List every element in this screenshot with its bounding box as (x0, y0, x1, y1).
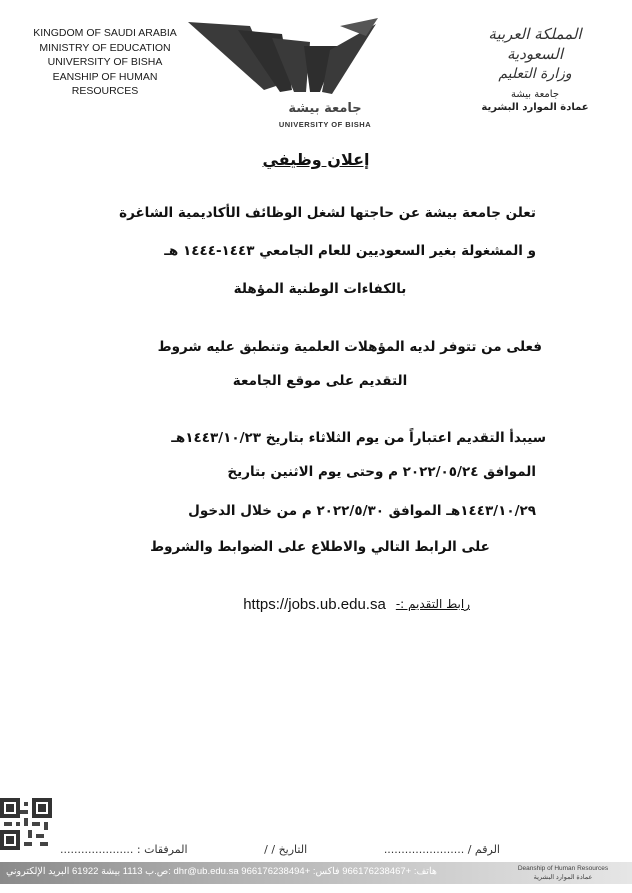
header-ar-ministry: وزارة التعليم (498, 66, 572, 82)
header-english (18, 26, 192, 99)
logo-arabic-name: جامعة بيشة (288, 101, 362, 116)
logo-wing-stroke-5 (322, 24, 376, 94)
header-en-kingdom: KINGDOM OF SAUDI ARABIA (33, 27, 177, 39)
date-field: التاريخ / / (264, 843, 308, 856)
header-en-ministry: MINISTRY OF EDUCATION (39, 41, 171, 54)
announcement-line-2: و المشغولة بغير السعوديين للعام الجامعي ١٤٤٣-١٤٤٤ هـ (164, 243, 536, 259)
header-ar-deanship: عمادة الموارد البشرية (481, 102, 589, 113)
page-title: إعلان وظيفي (262, 150, 370, 169)
qr-code (0, 798, 52, 850)
application-link-label: رابط التقديم :- (395, 597, 470, 611)
footer-deanship-ar: عمادة الموارد البشرية (533, 874, 593, 881)
header-en-university: UNIVERSITY OF BISHA (47, 56, 163, 68)
attachments-field: المرفقات : ..................... (60, 843, 188, 856)
header-en-deanship: EANSHIP OF HUMAN RESOURCES (52, 70, 158, 97)
reference-number-field: الرقم / ....................... (383, 843, 500, 856)
university-logo (180, 16, 380, 136)
announcement-line-3: بالكفاءات الوطنية المؤهلة (233, 281, 407, 297)
announcement-line-1: تعلن جامعة بيشة عن حاجتها لشغل الوظائف الأكاديمية الشاغرة (119, 205, 536, 221)
dates-line-4: على الرابط التالي والاطلاع على الضوابط والشروط (150, 539, 490, 555)
header-arabic (460, 24, 610, 114)
logo-english-name: UNIVERSITY OF BISHA (278, 120, 372, 129)
application-link-row (150, 593, 470, 615)
dates-line-3: ١٤٤٣/١٠/٢٩هـ الموافق ٢٠٢٢/٥/٣٠ م من خلال الدخول (188, 503, 536, 519)
footer-deanship-mark (508, 864, 618, 882)
header-ar-university: جامعة بيشة (510, 89, 560, 100)
application-link[interactable]: https://jobs.ub.edu.sa (243, 595, 386, 613)
footer-contact-info: ص.ب 1113 بيشة 61922 البريد الإلكتروني: dhr@ub.edu.sa هاتف: +966176238467 فاكس: +966176238494 (6, 866, 437, 877)
condition-line-1: فعلى من تتوفر لديه المؤهلات العلمية وتنطبق عليه شروط (157, 339, 542, 355)
footer-fields (60, 843, 500, 856)
footer-deanship-en: Deanship of Human Resources (517, 865, 609, 872)
dates-line-1: سيبدأ التقديم اعتباراً من يوم الثلاثاء بتاريخ ١٤٤٣/١٠/٢٣هـ (171, 430, 546, 446)
condition-line-2: التقديم على موقع الجامعة (232, 373, 408, 389)
header-ar-kingdom: المملكة العربية السعودية (488, 25, 582, 63)
dates-line-2: الموافق ٢٠٢٢/٠٥/٢٤ م وحتى يوم الاثنين بتاريخ (227, 464, 536, 480)
